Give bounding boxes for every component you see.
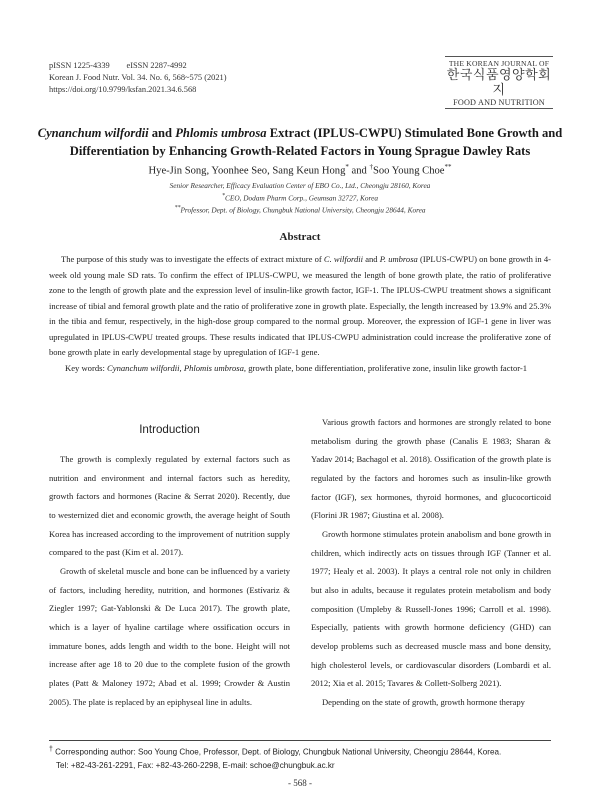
affil-mark-3: ** — [174, 205, 181, 211]
author-mark-1: * — [345, 163, 349, 171]
footnote-text-1: Corresponding author: Soo Young Choe, Professor, Dept. of Biology, Chungbuk National University, Cheongju 28644, Korea. — [52, 747, 502, 757]
affiliation-2 — [0, 193, 600, 202]
footnote — [49, 743, 551, 772]
introduction-heading: Introduction — [139, 423, 200, 436]
affil-text-2: CEO, Dodam Pharm Corp., Geumsan 32727, Korea — [225, 193, 378, 203]
journal-name-line3: FOOD AND NUTRITION — [453, 98, 545, 107]
author-mark-2: † — [369, 163, 373, 171]
journal-rule-bottom — [445, 108, 553, 109]
right-paragraph-2: Growth hormone stimulates protein anabolism and bone growth in children, which indirectly acts on tissues through IGF (Tanner et al. 1977; Healy et al. 2003). It plays a central role not only in children but also in adults, because it regulates protein metabolism and body composition (Umpleby & Russell-Jones 1996; Carroll et al. 1998). Especially, patients with growth hormone deficiency (GHD) can develop problems such as decreased muscle mass and bone density, high cholesterol levels, or cardiovascular disorders (Lombardi et al. 2012; Xia et al. 2015; Tavares & Collett-Solberg 2021). — [311, 528, 551, 689]
affiliation-1: Senior Researcher, Efficacy Evaluation Center of EBO Co., Ltd., Cheongju 28160, Korea — [169, 181, 431, 190]
paper-title — [30, 124, 570, 160]
abstract-part-1: The purpose of this study was to investigate the effects of extract mixture of — [61, 254, 324, 264]
publication-meta — [49, 60, 227, 96]
authors-1: Hye-Jin Song, Yoonhee Seo, Sang Keun Hong — [148, 165, 346, 177]
abstract-italic-1: C. wilfordii — [323, 254, 364, 264]
journal-name-korean: 한국식품영양학회지 — [446, 68, 552, 98]
keywords-rest: , growth plate, bone differentiation, proliferative zone, insulin like growth factor-1 — [243, 363, 528, 373]
keyword-species-1: Cynanchum wilfordii — [107, 363, 180, 373]
citation: Korean J. Food Nutr. Vol. 34. No. 6, 568~575 (2021) — [49, 73, 227, 82]
authors-and: and — [348, 165, 370, 177]
keyword-sep: , — [179, 363, 184, 373]
footnote-line-1 — [49, 743, 551, 759]
abstract-italic-2: P. umbrosa — [379, 254, 418, 264]
author-mark-3: ** — [444, 163, 452, 171]
abstract-text — [49, 252, 551, 361]
affil-text-3: Professor, Dept. of Biology, Chungbuk National University, Cheongju 28644, Korea — [180, 205, 426, 215]
affil-mark-2: * — [222, 193, 226, 199]
title-species-2: Phlomis umbrosa — [175, 126, 267, 140]
title-species-1: Cynanchum wilfordii — [37, 126, 149, 140]
keywords — [65, 361, 551, 377]
right-column — [311, 413, 551, 712]
authors-3: Soo Young Choe — [372, 165, 445, 177]
footnote-line-2: Tel: +82-43-261-2291, Fax: +82-43-260-2298, E-mail: schoe@chungbuk.ac.kr — [56, 760, 335, 770]
right-paragraph-3: Depending on the state of growth, growth hormone therapy — [322, 696, 525, 707]
author-list — [0, 163, 600, 177]
journal-logo — [445, 56, 553, 109]
title-rest: Extract (IPLUS-CWPU) Stimulated Bone Growth and Differentiation by Enhancing Growth-Related Factors in Young Sprague Dawley Rats — [69, 126, 563, 158]
title-conj: and — [148, 126, 176, 140]
page-number: - 568 - — [288, 778, 312, 788]
doi-link[interactable]: https://doi.org/10.9799/ksfan.2021.34.6.568 — [49, 85, 197, 94]
left-paragraph-1: The growth is complexly regulated by external factors such as nutrition and environment and internal factors such as heredity, growth factors and hormones (Racine & Serrat 2020). Recently, due to westernized diet and economic growth, the average height of South Korea has increased according to the improvement of nutrition supply compared to the past (Kim et al. 2017). — [49, 454, 290, 558]
keywords-label: Key words: — [65, 363, 105, 373]
affiliation-3 — [0, 205, 600, 214]
keyword-species-2: Phlomis umbrosa — [183, 363, 244, 373]
left-paragraph-2: Growth of skeletal muscle and bone can be influenced by a variety of factors, including heredity, nutrition, and hormones (Estívariz & Ziegler 1997; Gat-Yablonski & De Luca 2017). The growth plate, which is a layer of hyaline cartilage where ossification occurs in immature bones, adds length and width to the bone. Height will not increase after age 18 to 20 due to the complete fusion of the growth plates (Patt & Maloney 1972; Abad et al. 1999; Crowder & Austin 2005). The plate is replaced by an epiphyseal line in adults. — [49, 565, 290, 707]
issn: pISSN 1225-4339 eISSN 2287-4992 — [49, 61, 187, 70]
abstract-heading: Abstract — [279, 231, 321, 243]
left-column — [49, 450, 290, 711]
abstract-part-2: and — [363, 254, 380, 264]
abstract-part-3: (IPLUS-CWPU) on bone growth in 4-week old young male SD rats. To confirm the effect of IPLUS-CWPU, we measured the length of bone growth plate, the ratio of proliferative zone to the length of growth plate and the expression level of insulin-like growth factor, IGF-1. The IPLUS-CWPU treatment shows a significant increase of tibial and femoral growth plate and the ratio of proliferative zone in growth plate. Especially, the length increased by 13.9% and 25.3% in the tibia and femur, respectively, in the high-dose group compared to the normal group. Moreover, the expression of IGF-1 gene in liver was upregulated in IPLUS-CWPU treated groups. These results indicated that IPLUS-CWPU administration could increase the proliferative zone of bone growth plate in early developmental stage by upregulation of IGF-1 gene. — [49, 254, 551, 357]
journal-name-line1: THE KOREAN JOURNAL OF — [448, 59, 550, 68]
footnote-mark: † — [49, 746, 53, 753]
footnote-divider — [49, 740, 551, 741]
right-paragraph-1: Various growth factors and hormones are strongly related to bone metabolism during the growth phase (Canalis E 1983; Sharan & Yadav 2014; Bachagol et al. 2018). Ossification of the growth plate is regulated by the factors and horomes such as insulin-like growth factor (IGF), sex hormones, thyroid hormones, and glucocorticoid (Florini JR 1987; Giustina et al. 2008). — [311, 417, 551, 521]
